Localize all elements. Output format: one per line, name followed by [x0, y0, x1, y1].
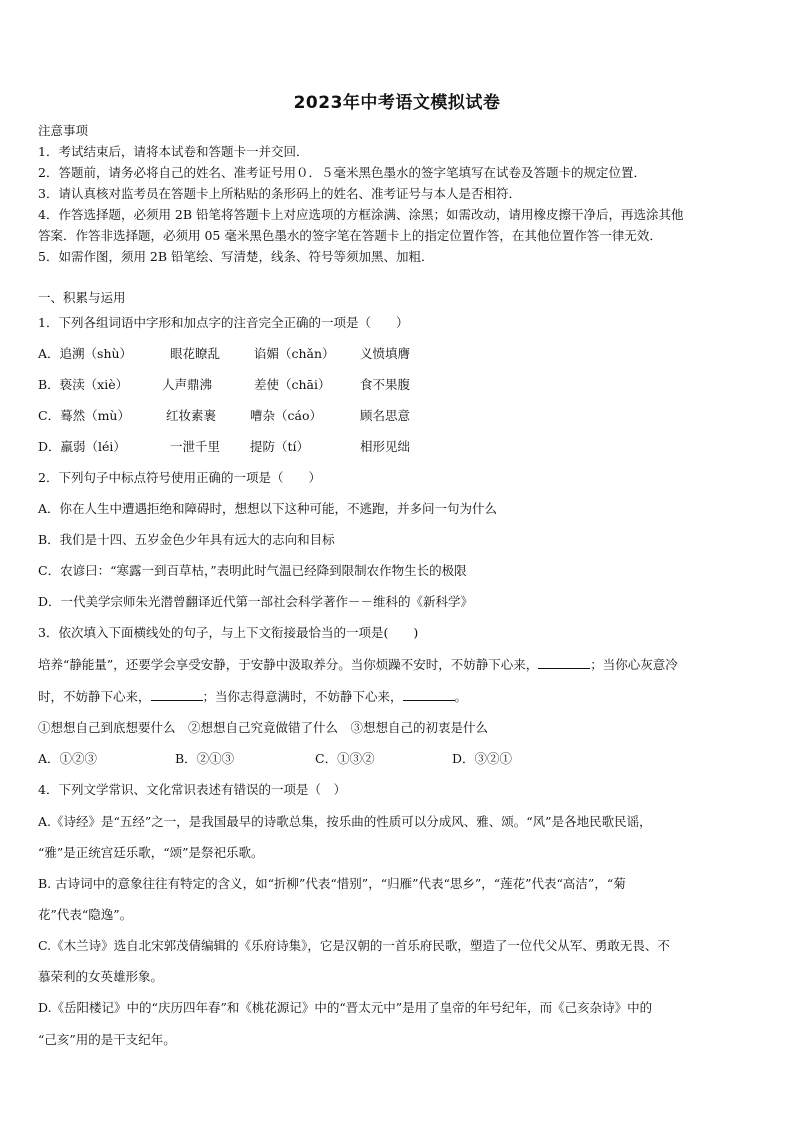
passage-text: 培养“静能量”，还要学会享受安静，于安静中汲取养分。当你烦躁不安时，不妨静下心来， [38, 657, 539, 672]
question-3-choices: ①想想自己到底想要什么 ②想想自己究竟做错了什么 ③想想自己的初衷是什么 [38, 720, 489, 735]
passage-text: 时，不妨静下心来， [38, 689, 151, 704]
passage-text: ；当你心灰意冷 [590, 657, 678, 672]
notice-heading: 注意事项 [38, 123, 89, 138]
option-cell: 义愤填膺 [360, 346, 411, 361]
option-cell: 红妆素裹 [166, 408, 217, 423]
section-heading: 一、积累与运用 [38, 290, 126, 305]
passage-text: ；当你志得意满时，不妨静下心来， [202, 689, 403, 704]
option-cell: C．①③② [315, 751, 375, 766]
option-cell: A．①②③ [38, 751, 98, 766]
question-1-option-a [38, 344, 410, 362]
option-cell: D．③②① [452, 751, 513, 766]
question-3-passage-line-1 [38, 655, 678, 673]
option-cell: 食不果腹 [360, 377, 411, 392]
option-cell: 提防（tí） [250, 439, 310, 454]
answer-blank [151, 689, 203, 701]
question-1-option-b [38, 375, 410, 393]
option-cell: 顾名思意 [360, 408, 411, 423]
option-cell: B．②①③ [175, 751, 235, 766]
question-4-option-c: C.《木兰诗》选自北宋郭茂倩编辑的《乐府诗集》，它是汉朝的一首乐府民歌，塑造了一位代父从军、勇敢无畏、不 [38, 938, 670, 953]
option-cell: 嘈杂（cáo） [250, 408, 322, 423]
notice-item: 1．考试结束后，请将本试卷和答题卡一并交回． [38, 144, 309, 159]
question-4-option-a: A.《诗经》是“五经”之一，是我国最早的诗歌总集，按乐曲的性质可以分成风、雅、颂。“风”是各地民歌民谣， [38, 814, 652, 829]
page-title: 2023年中考语文模拟试卷 [293, 93, 501, 113]
question-4-option-a-cont: “雅”是正统宫廷乐歌，“颂”是祭祀乐歌。 [38, 845, 264, 860]
question-4-option-b: B. 古诗词中的意象往往有特定的含义，如“折柳”代表“惜别”，“归雁”代表“思乡”，“莲花”代表“高洁”，“菊 [38, 876, 626, 891]
option-cell: D．羸弱（léi） [38, 439, 126, 454]
notice-item: 2．答题前，请务必将自己的姓名、准考证号用０．５毫米黑色墨水的签字笔填写在试卷及答题卡的规定位置． [38, 165, 646, 180]
question-2-option-a: A．你在人生中遭遇拒绝和障碍时，想想以下这种可能，不逃跑，并多问一句为什么 [38, 501, 498, 516]
question-4-option-d-cont: “己亥”用的是干支纪年。 [38, 1032, 176, 1047]
answer-blank [538, 657, 590, 669]
notice-item: 4．作答选择题，必须用 2B 铅笔将答题卡上对应选项的方框涂满、涂黑；如需改动，请用橡皮擦干净后，再选涂其他 [38, 207, 684, 222]
question-3-stem: 3．依次填入下面横线处的句子，与上下文衔接最恰当的一项是( ) [38, 625, 419, 640]
question-4-option-c-cont: 慕荣利的女英雄形象。 [38, 969, 164, 984]
question-4-option-d: D.《岳阳楼记》中的“庆历四年春”和《桃花源记》中的“晋太元中”是用了皇帝的年号纪年，而《己亥杂诗》中的 [38, 1000, 653, 1015]
question-4-option-b-cont: 花”代表“隐逸”。 [38, 907, 133, 922]
question-3-passage-line-2 [38, 687, 467, 705]
option-cell: 差使（chāi） [254, 377, 331, 392]
question-4-stem: 4．下列文学常识、文化常识表述有错误的一项是（ ） [38, 782, 346, 797]
question-2-option-b: B．我们是十四、五岁金色少年具有远大的志向和目标 [38, 532, 335, 547]
question-2-option-d: D．一代美学宗师朱光潜曾翻译近代第一部社会科学著作－－维科的《新科学》 [38, 594, 474, 609]
option-cell: 眼花瞭乱 [170, 346, 221, 361]
option-cell: A．追溯（shù） [38, 346, 133, 361]
question-3-options [38, 749, 512, 767]
notice-item: 5．如需作图，须用 2B 铅笔绘、写清楚，线条、符号等须加黑、加粗． [38, 249, 434, 264]
option-cell: 谄媚（chǎn） [254, 346, 335, 361]
passage-text: 。 [454, 689, 468, 704]
notice-item: 答案．作答非选择题，必须用 05 毫米黑色墨水的签字笔在答题卡上的指定位置作答，在其他位置作答一律无效． [38, 228, 662, 243]
question-1-option-c [38, 406, 410, 424]
option-cell: 人声鼎沸 [162, 377, 213, 392]
option-cell: 一泄千里 [170, 439, 221, 454]
notice-block [38, 120, 760, 267]
question-2-option-c: C．农谚曰：“寒露一到百草枯，”表明此时气温已经降到限制农作物生长的极限 [38, 563, 467, 578]
answer-blank [403, 689, 455, 701]
option-cell: B．亵渎（xiè） [38, 377, 129, 392]
question-1-stem: 1．下列各组词语中字形和加点字的注音完全正确的一项是（ ） [38, 315, 409, 330]
question-1-option-d [38, 437, 410, 455]
question-2-stem: 2．下列句子中标点符号使用正确的一项是（ ） [38, 470, 321, 485]
option-cell: C．蓦然（mù） [38, 408, 130, 423]
option-cell: 相形见绌 [360, 439, 411, 454]
notice-item: 3．请认真核对监考员在答题卡上所粘贴的条形码上的姓名、准考证号与本人是否相符． [38, 186, 521, 201]
